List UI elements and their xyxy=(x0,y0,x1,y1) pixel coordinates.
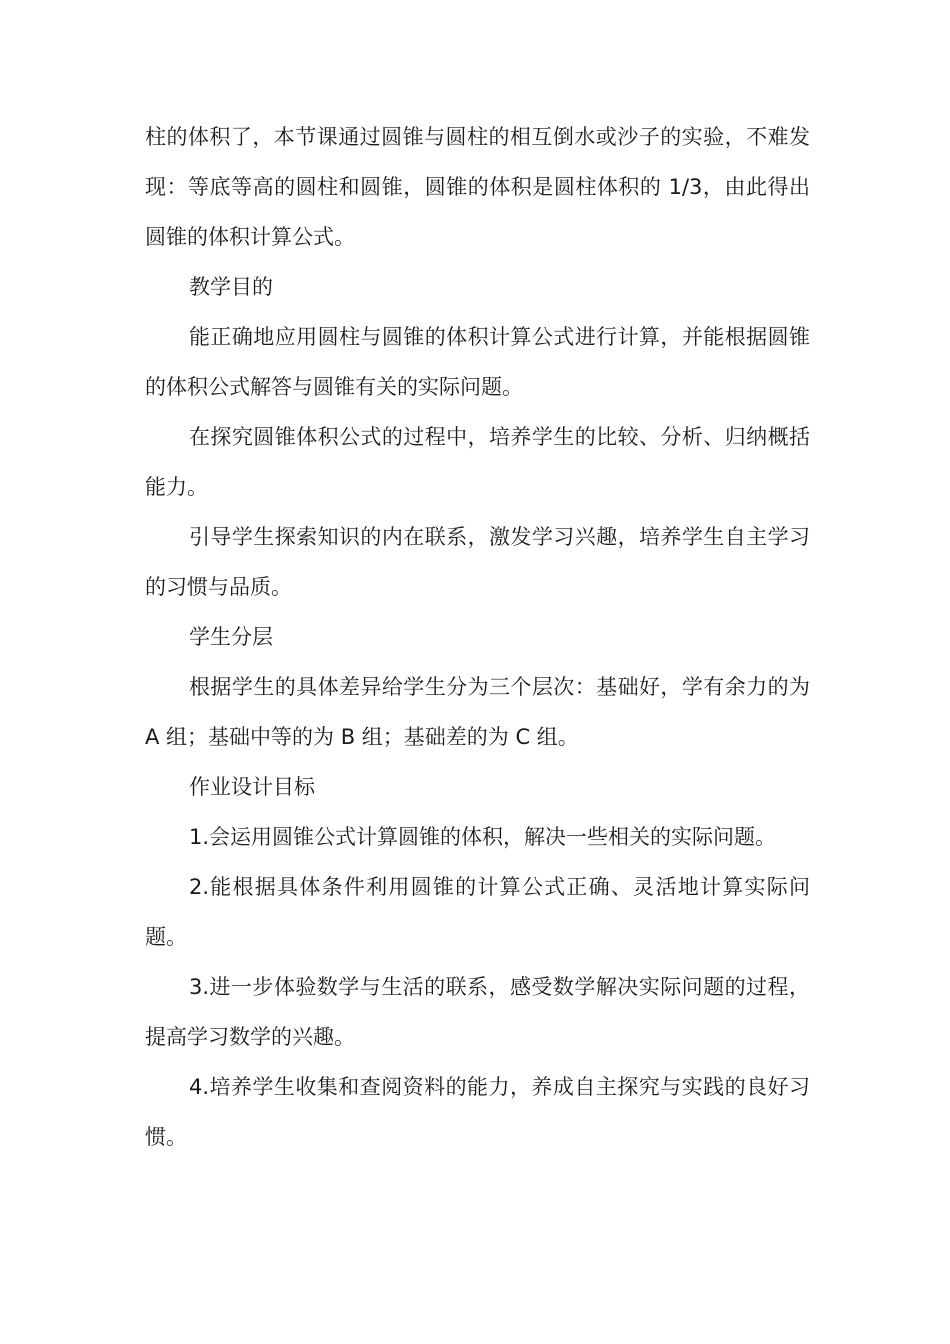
heading-homework-goals: 作业设计目标 xyxy=(189,775,315,799)
paragraph-intro-continuation: 柱的体积了，本节课通过圆锥与圆柱的相互倒水或沙子的实验，不难发现：等底等高的圆柱和圆锥，圆锥的体积是圆柱体积的 1/3，由此得出圆锥的体积计算公式。 xyxy=(145,125,810,249)
paragraph-objective-2: 在探究圆锥体积公式的过程中，培养学生的比较、分析、归纳概括能力。 xyxy=(145,425,810,499)
list-item-goal-1: 1.会运用圆锥公式计算圆锥的体积，解决一些相关的实际问题。 xyxy=(189,825,777,849)
paragraph-objective-1: 能正确地应用圆柱与圆锥的体积计算公式进行计算，并能根据圆锥的体积公式解答与圆锥有关的实际问题。 xyxy=(145,325,810,399)
heading-teaching-objectives: 教学目的 xyxy=(189,275,273,299)
list-item-goal-3: 3.进一步体验数学与生活的联系，感受数学解决实际问题的过程，提高学习数学的兴趣。 xyxy=(145,975,810,1049)
paragraph-grouping: 根据学生的具体差异给学生分为三个层次：基础好，学有余力的为 A 组；基础中等的为 B 组；基础差的为 C 组。 xyxy=(145,675,810,749)
document-body xyxy=(145,112,810,1162)
list-item-goal-2: 2.能根据具体条件利用圆锥的计算公式正确、灵活地计算实际问题。 xyxy=(145,875,810,949)
paragraph-objective-3: 引导学生探索知识的内在联系，激发学习兴趣，培养学生自主学习的习惯与品质。 xyxy=(145,525,810,599)
list-item-goal-4: 4.培养学生收集和查阅资料的能力，养成自主探究与实践的良好习惯。 xyxy=(145,1075,810,1149)
heading-student-grouping: 学生分层 xyxy=(189,625,273,649)
